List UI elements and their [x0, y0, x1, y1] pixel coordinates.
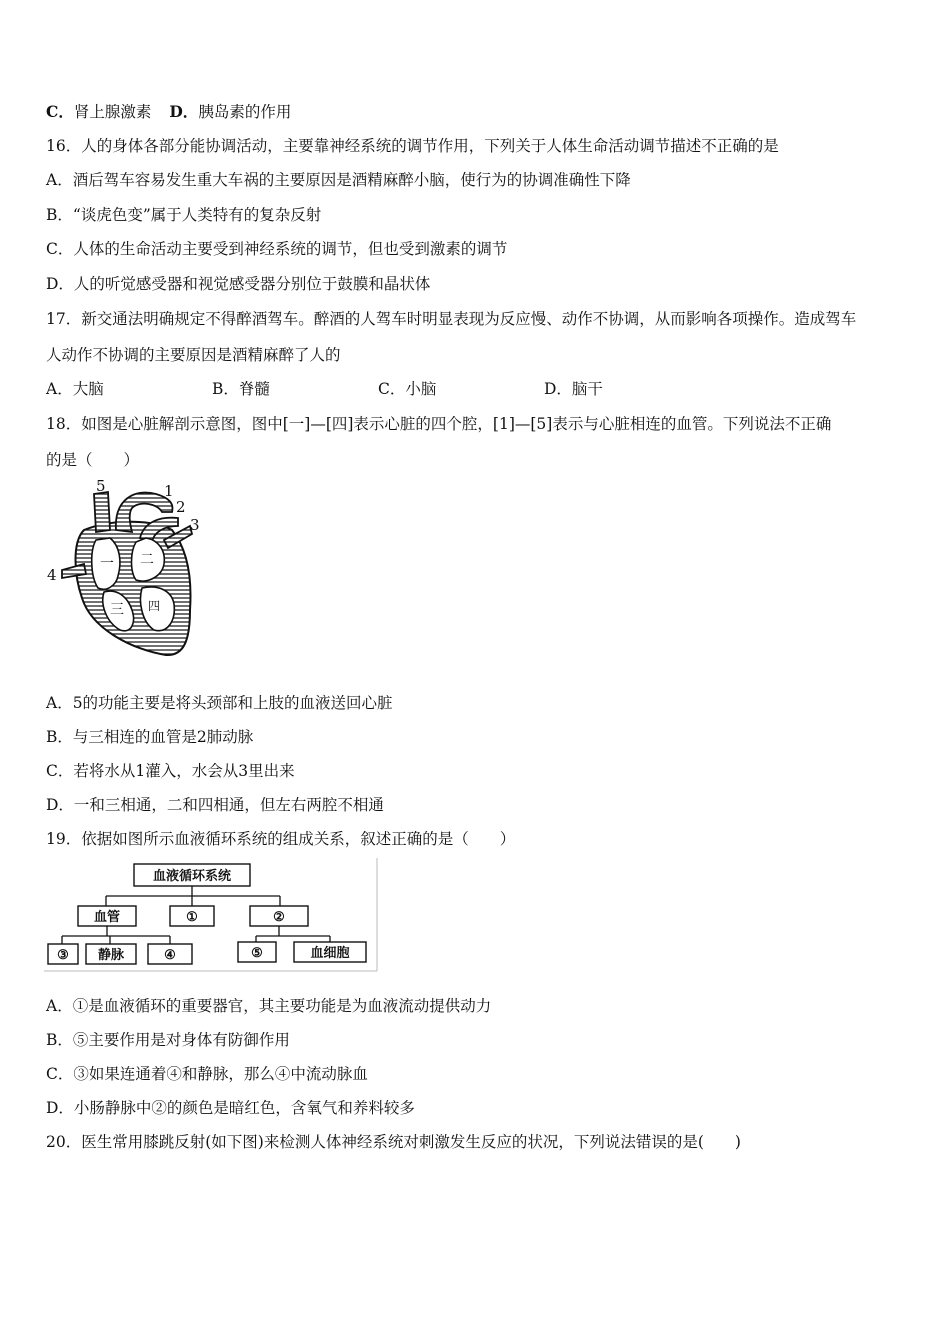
- q16-option-b: B．“谈虎色变”属于人类特有的复杂反射: [46, 206, 322, 224]
- q18-stem-line1: 18．如图是心脏解剖示意图，图中[一]—[四]表示心脏的四个腔，[1]—[5]表示与心脏相连的血管。下列说法不正确: [46, 415, 832, 433]
- heart-label-3: 3: [190, 516, 200, 534]
- q18-option-c: C．若将水从1灌入，水会从3里出来: [46, 762, 295, 780]
- tree-vessels: 血管: [93, 910, 121, 925]
- q17-stem-line2: 人动作不协调的主要原因是酒精麻醉了人的: [46, 346, 341, 364]
- q16-option-d: D．人的听觉感受器和视觉感受器分别位于鼓膜和晶状体: [46, 275, 431, 293]
- tree-node-2: ②: [273, 910, 285, 925]
- circulation-system-diagram: [44, 858, 379, 974]
- tree-node-4: ④: [164, 948, 176, 963]
- option-c-text: 肾上腺激素: [73, 103, 152, 121]
- heart-chamber-2: 二: [140, 552, 154, 568]
- heart-label-4: 4: [47, 566, 57, 584]
- q17-option-d: D．脑干: [544, 380, 603, 398]
- q17-option-a: A．大脑: [46, 380, 104, 398]
- q18-option-b: B．与三相连的血管是2肺动脉: [46, 728, 254, 746]
- q16-stem: 16．人的身体各部分能协调活动，主要靠神经系统的调节作用，下列关于人体生命活动调节描述不正确的是: [46, 137, 779, 155]
- option-c-letter: C．: [46, 102, 74, 121]
- q18-option-d: D．一和三相通，二和四相通，但左右两腔不相通: [46, 796, 384, 814]
- q17-options: [46, 379, 603, 399]
- q19-option-d: D．小肠静脉中②的颜色是暗红色，含氧气和养料较多: [46, 1099, 415, 1117]
- tree-node-1: ①: [186, 910, 198, 925]
- q15-options-cd: [46, 102, 291, 122]
- option-d-text: 胰岛素的作用: [198, 103, 292, 121]
- tree-blood-cells: 血细胞: [310, 946, 350, 961]
- heart-chamber-4: 四: [148, 599, 161, 613]
- heart-label-2: 2: [176, 498, 186, 516]
- heart-label-1: 1: [164, 482, 174, 500]
- tree-node-5: ⑤: [251, 946, 263, 961]
- q20-stem: 20．医生常用膝跳反射(如下图)来检测人体神经系统对刺激发生反应的状况，下列说法错误的是( ): [46, 1133, 741, 1151]
- q18-option-a: A．5的功能主要是将头颈部和上肢的血液送回心脏: [46, 694, 393, 712]
- q19-option-c: C．③如果连通着④和静脉，那么④中流动脉血: [46, 1065, 368, 1083]
- heart-label-5: 5: [96, 480, 106, 495]
- q16-option-c: C．人体的生命活动主要受到神经系统的调节，但也受到激素的调节: [46, 240, 508, 258]
- q19-stem: 19．依据如图所示血液循环系统的组成关系，叙述正确的是（ ）: [46, 830, 516, 848]
- tree-root: 血液循环系统: [152, 869, 232, 884]
- heart-chamber-3: 三: [110, 602, 124, 618]
- tree-veins: 静脉: [97, 948, 125, 963]
- heart-chamber-1: 一: [100, 556, 114, 572]
- q18-stem-line2: 的是（ ）: [46, 451, 140, 469]
- q17-option-b: B．脊髓: [212, 380, 270, 398]
- heart-anatomy-figure: [44, 480, 214, 658]
- q17-option-c: C．小脑: [378, 380, 437, 398]
- option-d-letter: D．: [169, 102, 199, 121]
- q17-stem-line1: 17．新交通法明确规定不得醉酒驾车。醉酒的人驾车时明显表现为反应慢、动作不协调，从而影响各项操作。造成驾车: [46, 310, 857, 328]
- q19-option-a: A．①是血液循环的重要器官，其主要功能是为血液流动提供动力: [46, 997, 492, 1015]
- tree-node-3: ③: [57, 948, 69, 963]
- q19-option-b: B．⑤主要作用是对身体有防御作用: [46, 1031, 290, 1049]
- q16-option-a: A．酒后驾车容易发生重大车祸的主要原因是酒精麻醉小脑，使行为的协调准确性下降: [46, 171, 631, 189]
